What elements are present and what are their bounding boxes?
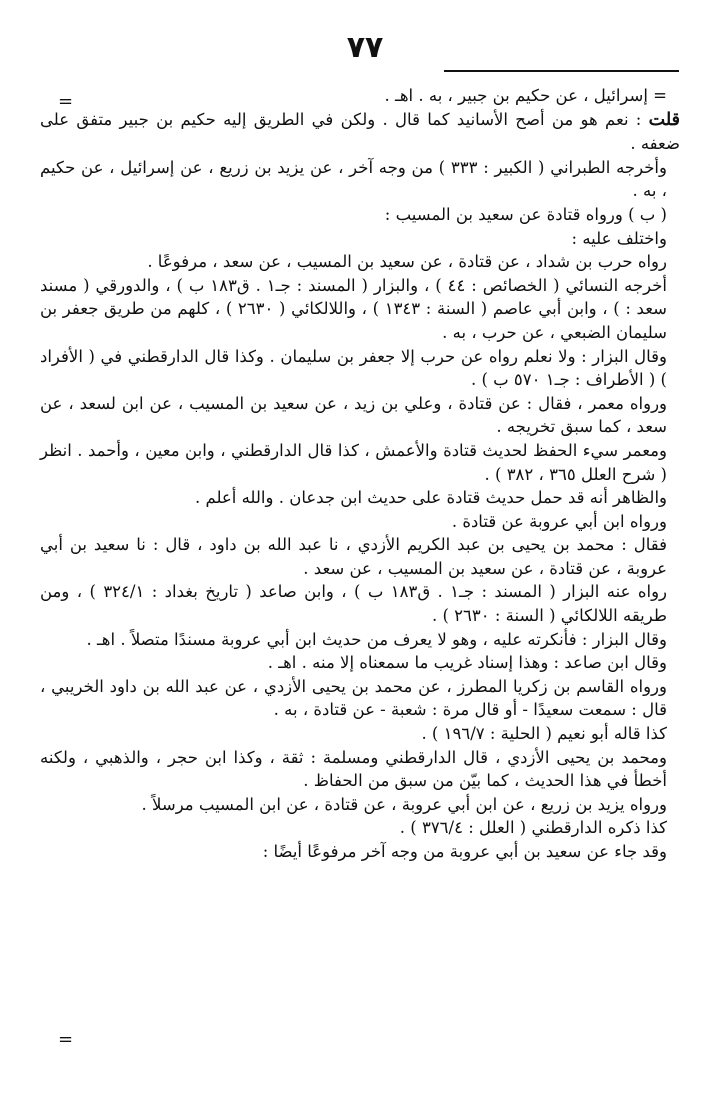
body-text	[40, 84, 680, 864]
paragraph	[40, 722, 680, 746]
paragraph	[40, 628, 680, 652]
paragraph-text: ورواه يزيد بن زريع ، عن ابن أبي عروبة ، عن قتادة ، عن ابن المسيب مرسلاً .	[141, 794, 667, 814]
paragraph-text: والظاهر أنه قد حمل حديث قتادة على حديث ابن جدعان . والله أعلم .	[194, 488, 667, 508]
paragraph	[40, 816, 680, 840]
paragraph	[40, 793, 680, 817]
paragraph-text: كذا قاله أبو نعيم ( الحلية : ١٩٦/٧ ) .	[421, 724, 667, 744]
paragraph	[40, 746, 680, 793]
paragraph-text: ورواه معمر ، فقال : عن قتادة ، وعلي بن زيد ، عن سعيد بن المسيب ، عن ابن لسعد ، عن سعد ، كما سبق تخريجه .	[40, 393, 667, 437]
paragraph	[40, 250, 680, 274]
paragraph-text: رواه عنه البزار ( المسند : جـ١ . ق١٨٣ ب ) ، وابن صاعد ( تاريخ بغداد : ٣٢٤/١ ) ، ومن طريقه اللالكائي ( السنة : ٢٦٣٠ ) .	[40, 582, 668, 626]
paragraph	[40, 651, 680, 675]
paragraph	[40, 580, 680, 627]
paragraph-text: وقال ابن صاعد : وهذا إسناد غريب ما سمعناه إلا منه . اهـ .	[267, 653, 667, 673]
paragraph-text: ورواه القاسم بن زكريا المطرز ، عن محمد بن يحيى الأزدي ، عن عبد الله بن داود الخريبي ، قال : سمعت سعيدًا - أو قال مرة : شعبة - عن قتادة ، به .	[40, 676, 667, 720]
paragraph	[40, 274, 680, 345]
header-rule	[444, 70, 679, 72]
paragraph-text: وقال البزار : فأنكرته عليه ، وهو لا يعرف من حديث ابن أبي عروبة مسندًا متصلاً . اهـ .	[86, 629, 667, 649]
paragraph-text: وأخرجه الطبراني ( الكبير : ٣٣٣ ) من وجه آخر ، عن يزيد بن زريع ، عن إسرائيل ، عن حكيم ، به .	[40, 157, 667, 201]
paragraph-text: كذا ذكره الدارقطني ( العلل : ٣٧٦/٤ ) .	[399, 818, 667, 838]
paragraph-keyword: قلت	[648, 109, 680, 130]
paragraph	[40, 533, 680, 580]
paragraph	[40, 510, 680, 534]
paragraph	[40, 227, 680, 251]
paragraph	[40, 203, 680, 227]
paragraph	[40, 84, 680, 108]
paragraph	[40, 156, 680, 203]
paragraph-text: ومحمد بن يحيى الأزدي ، قال الدارقطني ومسلمة : ثقة ، وكذا ابن حجر ، والذهبي ، ولكنه أخطأ في هذا الحديث ، كما بيّن من سبق من الحفاظ .	[40, 747, 667, 791]
paragraph-text: = إسرائيل ، عن حكيم بن جبير ، به . اهـ .	[384, 86, 667, 105]
paragraph-text: ومعمر سيء الحفظ لحديث قتادة والأعمش ، كذا قال الدارقطني ، وابن معين ، وأحمد . انظر ( شرح العلل ٣٦٥ ، ٣٨٢ ) .	[40, 440, 667, 484]
paragraph	[40, 486, 680, 510]
paragraph-text: : نعم هو من أصح الأسانيد كما قال . ولكن في الطريق إليه حكيم بن جبير متفق على ضعفه .	[40, 109, 680, 154]
paragraph	[40, 345, 680, 392]
page-number: ٧٧	[346, 30, 384, 65]
paragraph-text: وقد جاء عن سعيد بن أبي عروبة من وجه آخر مرفوعًا أيضًا :	[262, 842, 667, 861]
paragraph	[40, 675, 680, 722]
paragraph	[40, 439, 680, 486]
paragraph-text: رواه حرب بن شداد ، عن قتادة ، عن سعيد بن المسيب ، عن سعد ، مرفوعًا .	[147, 252, 667, 272]
paragraph	[40, 840, 680, 864]
continuation-mark-bottom: =	[58, 1029, 74, 1050]
paragraph-text: أخرجه النسائي ( الخصائص : ٤٤ ) ، والبزار ( المسند : جـ١ . ق١٨٣ ب ) ، والدورقي ( مسند سعد : ) ، وابن أبي عاصم ( السنة : ١٣٤٣ ) ، واللالكائي ( ٢٦٣٠ ) ، كلهم من طريق جعفر بن سليمان الضبعي ، عن حرب ، به .	[40, 275, 668, 342]
paragraph-text: فقال : محمد بن يحيى بن عبد الكريم الأزدي ، نا عبد الله بن داود ، قال : نا سعيد بن أبي عروبة ، عن قتادة ، عن سعيد بن المسيب ، عن سعد .	[40, 535, 667, 578]
paragraph-text: ( ب ) ورواه قتادة عن سعيد بن المسيب :	[384, 204, 667, 224]
paragraph	[40, 108, 680, 156]
paragraph	[40, 392, 680, 439]
paragraph-text: ورواه ابن أبي عروبة عن قتادة .	[451, 511, 667, 531]
paragraph-text: وقال البزار : ولا نعلم رواه عن حرب إلا جعفر بن سليمان . وكذا قال الدارقطني في ( الأفراد ) ( الأطراف : جـ١ ٥٧٠ ب ) .	[40, 346, 667, 390]
continuation-mark-top: =	[58, 91, 74, 112]
paragraph-text: واختلف عليه :	[571, 228, 667, 248]
